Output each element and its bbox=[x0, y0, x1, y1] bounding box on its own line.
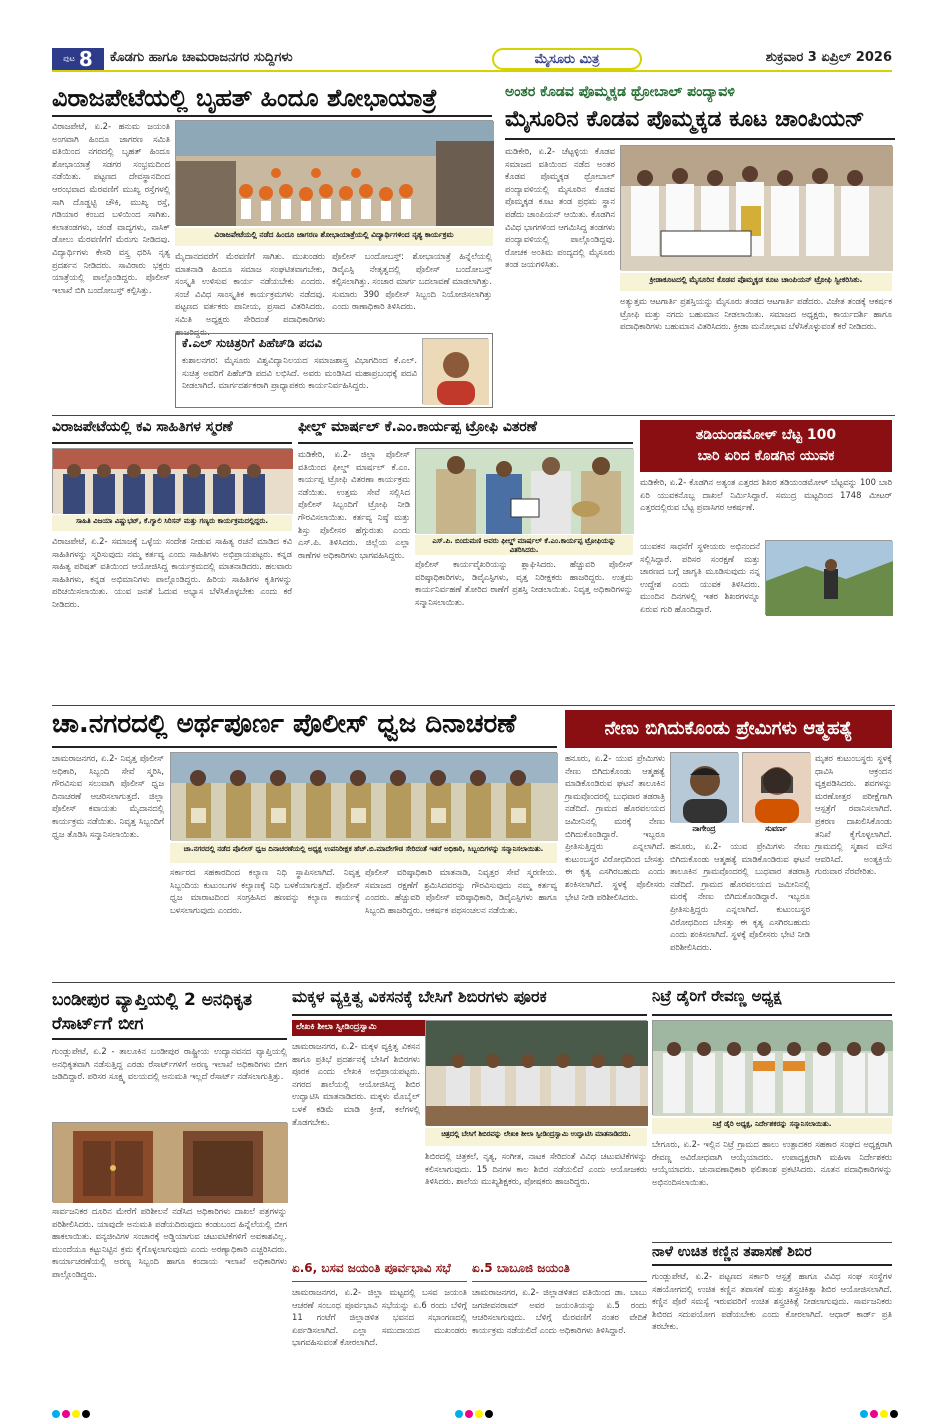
story-body: ಸರ್ಕಾರದ ಸಹಕಾರದಿಂದ ಕಲ್ಯಾಣ ನಿಧಿ ಸ್ಥಾಪಿಸಲಾಗಿದೆ. ನಿವೃತ್ತ ಸಿಬ್ಬಂದಿಯ ಕುಟುಂಬಗಳ ಕಲ್ಯಾಣಕ್ಕೆ ನಿಧಿ ಬಳಕೆಯಾಗುತ್ತದೆ. ಪೊಲೀಸ್ ಧ್ವಜ ಮಾರಾಟದಿಂದ ಸಂಗ್ರಹಿಸಿದ ಹಣವನ್ನು ಕಲ್ಯಾಣ ಕಾರ್ಯಕ್ಕೆ ಬಳಸಲಾಗುವುದು ಎಂದರು. bbox=[170, 867, 360, 915]
story-body: ಚಾಮರಾಜನಗರ, ಏ.2- ಮಕ್ಕಳ ವ್ಯಕ್ತಿತ್ವ ವಿಕಸನ ಹಾಗೂ ಪ್ರತಿಭೆ ಪ್ರದರ್ಶನಕ್ಕೆ ಬೇಸಿಗೆ ಶಿಬಿರಗಳು ಪೂರಕ ಎಂದು ಲೇಖಕಿ ಅಭಿಪ್ರಾಯಪಟ್ಟರು. ನಗರದ ಶಾಲೆಯಲ್ಲಿ ಆಯೋಜಿಸಿದ್ದ ಶಿಬಿರ ಉದ್ಘಾಟಿಸಿ ಮಾತನಾಡಿದರು. ಮಕ್ಕಳು ಮೊಬೈಲ್ ಬಳಕೆ ಕಡಿಮೆ ಮಾಡಿ ಕ್ರೀಡೆ, ಕಲೆಗಳಲ್ಲಿ ತೊಡಗಬೇಕು. bbox=[292, 1041, 420, 1127]
registration-dot bbox=[880, 1410, 888, 1418]
story-body: ಮೃತರ ಕುಟುಂಬಸ್ಥರು ಸ್ಥಳಕ್ಕೆ ಧಾವಿಸಿ ಆಕ್ರಂದನ ವ್ಯಕ್ತಪಡಿಸಿದರು. ಶವಗಳನ್ನು ಮರಣೋತ್ತರ ಪರೀಕ್ಷೆಗಾಗಿ ಆಸ್ಪತ್ರೆಗೆ ರವಾನಿಸಲಾಗಿದೆ. ಪ್ರಕರಣ ದಾಖಲಿಸಿಕೊಂಡು ತನಿಖೆ ಕೈಗೊಳ್ಳಲಾಗಿದೆ. ಗ್ರಾಮದಲ್ಲಿ ಸ್ಮಶಾನ ಮೌನ ಆವರಿಸಿದೆ. ಅಂತ್ಯಕ್ರಿಯೆ ಗುರುವಾರ ನೆರವೇರಿತು. bbox=[815, 753, 892, 877]
story-headline: ಚಾ.ನಗರದಲ್ಲಿ ಅರ್ಥಪೂರ್ಣ ಪೊಲೀಸ್ ಧ್ವಜ ದಿನಾಚರಣೆ bbox=[52, 710, 557, 748]
photo-caption: ಚಿತ್ರದಲ್ಲಿ ಬೇಸಿಗೆ ಶಿಬಿರವನ್ನು ಲೇಖಕಿ ಶೀಲಾ ಸ್ವೀಡಿಂದ್ರಸ್ವಾಮಿ ಉದ್ಘಾಟಿಸಿ ಮಾತನಾಡಿದರು. bbox=[425, 1128, 647, 1146]
paper-name: ಮೈಸೂರು ಮಿತ್ರ bbox=[492, 48, 642, 70]
phd-box bbox=[175, 333, 493, 408]
registration-dot bbox=[870, 1410, 878, 1418]
issue-date: ಶುಕ್ರವಾರ 3 ಏಪ್ರಿಲ್ 2026 bbox=[765, 50, 892, 65]
page-header bbox=[52, 48, 892, 72]
story-body: ಹನೂರು, ಏ.2- ಯುವ ಪ್ರೇಮಿಗಳು ನೇಣು ಬಿಗಿದುಕೊಂಡು ಆತ್ಮಹತ್ಯೆ ಮಾಡಿಕೊಂಡಿರುವ ಘಟನೆ ತಾಲೂಕಿನ ಗ್ರಾಮವೊಂದರಲ್ಲಿ ಬುಧವಾರ ತಡರಾತ್ರಿ ನಡೆದಿದೆ. ಗ್ರಾಮದ ಹೊರವಲಯದ ಜಮೀನಿನಲ್ಲಿ ಮರಕ್ಕೆ ನೇಣು ಬಿಗಿದುಕೊಂಡಿದ್ದಾರೆ. ಇಬ್ಬರೂ ಪ್ರೀತಿಸುತ್ತಿದ್ದರು ಎನ್ನಲಾಗಿದೆ. ಕುಟುಂಬಸ್ಥರ ವಿರೋಧದಿಂದ ಬೇಸತ್ತು ಈ ಕೃತ್ಯ ಎಸಗಿರಬಹುದು ಎಂದು ಶಂಕಿಸಲಾಗಿದೆ. ಸ್ಥಳಕ್ಕೆ ಪೊಲೀಸರು ಭೇಟಿ ನೀಡಿ ಪರಿಶೀಲಿಸಿದರು. bbox=[565, 753, 665, 902]
registration-dot bbox=[860, 1410, 868, 1418]
registration-dot bbox=[465, 1410, 473, 1418]
story-body-continued: ಹನೂರು, ಏ.2- ಯುವ ಪ್ರೇಮಿಗಳು ನೇಣು ಬಿಗಿದುಕೊಂಡು ಆತ್ಮಹತ್ಯೆ ಮಾಡಿಕೊಂಡಿರುವ ಘಟನೆ ತಾಲೂಕಿನ ಗ್ರಾಮವೊಂದರಲ್ಲಿ ಬುಧವಾರ ತಡರಾತ್ರಿ ನಡೆದಿದೆ. ಗ್ರಾಮದ ಹೊರವಲಯದ ಜಮೀನಿನಲ್ಲಿ ಮರಕ್ಕೆ ನೇಣು ಬಿಗಿದುಕೊಂಡಿದ್ದಾರೆ. ಇಬ್ಬರೂ ಪ್ರೀತಿಸುತ್ತಿದ್ದರು ಎನ್ನಲಾಗಿದೆ. ಕುಟುಂಬಸ್ಥರ ವಿರೋಧದಿಂದ ಬೇಸತ್ತು ಈ ಕೃತ್ಯ ಎಸಗಿರಬಹುದು ಎಂದು ಶಂಕಿಸಲಾಗಿದೆ. ಸ್ಥಳಕ್ಕೆ ಪೊಲೀಸರು ಭೇಟಿ ನೀಡಿ ಪರಿಶೀಲಿಸಿದರು. bbox=[670, 841, 810, 952]
story-headline: ಮಕ್ಕಳ ವ್ಯಕ್ತಿತ್ವ ವಿಕಸನಕ್ಕೆ ಬೇಸಿಗೆ ಶಿಬಿರಗಳು ಪೂರಕ bbox=[292, 988, 647, 1016]
registration-dot bbox=[475, 1410, 483, 1418]
story-headline: ಏ.5 ಬಾಬೂಜಿ ಜಯಂತಿ bbox=[472, 1262, 647, 1282]
mountain-photo bbox=[765, 540, 892, 615]
page-number-box bbox=[52, 48, 104, 70]
story-headline-banner: ನೇಣು ಬಿಗಿದುಕೊಂಡು ಪ್ರೇಮಿಗಳು ಆತ್ಮಹತ್ಯೆ bbox=[565, 710, 892, 748]
phd-headline: ಕೆ.ಎಲ್ ಸುಚಿತ್ರರಿಗೆ ಪಿಹೆಚ್‌ಡಿ ಪದವಿ bbox=[182, 336, 323, 350]
photo-caption: ಚಾ.ನಗರದಲ್ಲಿ ನಡೆದ ಪೊಲೀಸ್ ಧ್ವಜ ದಿನಾಚರಣೆಯಲ್ಲಿ ಅಧ್ಯಕ್ಷ ಉಪನಿರೀಕ್ಷಕ ಹೆಚ್.ಬಿ.ಮಾದೇಗೌಡ ಸೇರಿದಂತೆ ಇತರೆ ಅಧಿಕಾರಿ, ಸಿಬ್ಬಂದಿಗಳನ್ನು ಸನ್ಮಾನಿಸಲಾಯಿತು. bbox=[170, 843, 557, 863]
camp-photo bbox=[425, 1020, 647, 1125]
story-body: ಪೊಲೀಸ್ ಬಂದೋಬಸ್ತ್: ಶೋಭಾಯಾತ್ರೆ ಹಿನ್ನೆಲೆಯಲ್ಲಿ ಡಿವೈಎಸ್ಪಿ ನೇತೃತ್ವದಲ್ಲಿ ಪೊಲೀಸ್ ಬಂದೋಬಸ್ತ್ ಕಲ್ಪಿಸಲಾಗಿತ್ತು. ಸಂಚಾರ ಮಾರ್ಗ ಬದಲಾವಣೆ ಮಾಡಲಾಗಿತ್ತು. ಸುಮಾರು 390 ಪೊಲೀಸ್ ಸಿಬ್ಬಂದಿ ನಿಯೋಜಿಸಲಾಗಿತ್ತು ಎಂದು ಠಾಣಾಧಿಕಾರಿ ತಿಳಿಸಿದರು. bbox=[332, 251, 492, 312]
story-body: ಯುವಕನ ಸಾಧನೆಗೆ ಸ್ಥಳೀಯರು ಅಭಿನಂದನೆ ಸಲ್ಲಿಸಿದ್ದಾರೆ. ಪರಿಸರ ಸಂರಕ್ಷಣೆ ಮತ್ತು ಚಾರಣದ ಬಗ್ಗೆ ಜಾಗೃತಿ ಮೂಡಿಸುವುದು ನನ್ನ ಉದ್ದೇಶ ಎಂದು ಯುವಕ ತಿಳಿಸಿದರು. ಮುಂದಿನ ದಿನಗಳಲ್ಲಿ ಇತರ ಶಿಖರಗಳನ್ನೂ ಏರುವ ಗುರಿ ಹೊಂದಿದ್ದಾರೆ. bbox=[640, 541, 760, 614]
photo-caption: ವಿರಾಜಪೇಟೆಯಲ್ಲಿ ನಡೆದ ಹಿಂದೂ ಜಾಗರಣ ಶೋಭಾಯಾತ್ರೆಯಲ್ಲಿ ವಿದ್ಯಾರ್ಥಿಗಳಿಂದ ನೃತ್ಯ ಕಾರ್ಯಕ್ರಮ bbox=[175, 228, 493, 246]
story-headline: ನಿಟ್ರೆ ಡೈರಿಗೆ ರೇವಣ್ಣ ಅಧ್ಯಕ್ಷ bbox=[652, 988, 892, 1016]
story-body: ವಿರಾಜಪೇಟೆ, ಏ.2- ಹನುಮ ಜಯಂತಿ ಅಂಗವಾಗಿ ಹಿಂದೂ ಜಾಗರಣ ಸಮಿತಿ ವತಿಯಿಂದ ನಗರದಲ್ಲಿ ಬೃಹತ್ ಹಿಂದೂ ಶೋಭಾಯಾತ್ರೆ ಸಡಗರ ಸಂಭ್ರಮದಿಂದ ನಡೆಯಿತು. ಪಟ್ಟಣದ ದೇವಸ್ಥಾನದಿಂದ ಆರಂಭವಾದ ಮೆರವಣಿಗೆ ಮುಖ್ಯ ರಸ್ತೆಗಳಲ್ಲಿ ಸಾಗಿ ದೊಡ್ಡಟ್ಟಿ ಚೌಕಿ, ಮುಖ್ಯ ರಸ್ತೆ, ಗಡಿಯಾರ ಕಂಬದ ಬಳಿಯಿಂದ ಸಾಗಿತು. ಕಲಾತಂಡಗಳು, ಚಂಡೆ ವಾದ್ಯಗಳು, ನಾಸಿಕ್ ಡೋಲು ಮೆರವಣಿಗೆಗೆ ಮೆರುಗು ನೀಡಿದವು. ವಿದ್ಯಾರ್ಥಿಗಳು ಕೇಸರಿ ವಸ್ತ್ರ ಧರಿಸಿ ನೃತ್ಯ ಪ್ರದರ್ಶನ ನೀಡಿದರು. ಸಾವಿರಾರು ಭಕ್ತರು ಯಾತ್ರೆಯಲ್ಲಿ ಪಾಲ್ಗೊಂಡಿದ್ದರು. ಪೊಲೀಸ್ ಇಲಾಖೆ ಬಿಗಿ ಬಂದೋಬಸ್ತ್ ಕಲ್ಪಿಸಿತ್ತು. bbox=[52, 121, 170, 295]
registration-dot bbox=[82, 1410, 90, 1418]
story-headline: ಫೀಲ್ಡ್ ಮಾರ್ಷಲ್ ಕೆ.ಎಂ.ಕಾರ್ಯಪ್ಪ ಟ್ರೋಫಿ ವಿತರಣೆ bbox=[298, 420, 633, 444]
registration-dot bbox=[485, 1410, 493, 1418]
kavi-photo bbox=[52, 448, 292, 513]
registration-dot bbox=[455, 1410, 463, 1418]
story-headline-banner bbox=[640, 420, 892, 472]
headline-line: ತಡಿಯಂಡಮೋಳ್ ಬೆಟ್ಟ 100 bbox=[695, 427, 837, 443]
photo-caption: ಸಾಹಿತಿ ವಿಜಯಾ ವಿಷ್ಣುಭಟ್, ಕೆ.ಗ್ಯಾಲಿ ಸಿರಿಸನ್ ಮತ್ತು ಗಣ್ಯರು ಕಾರ್ಯಕ್ರಮದಲ್ಲಿದ್ದರು. bbox=[52, 515, 292, 531]
trophy-photo bbox=[415, 448, 633, 533]
camp-kicker: ಲೇಖಕಿ ಶೀಲಾ ಸ್ವೀಡಿಂದ್ರಸ್ವಾಮಿ bbox=[292, 1020, 442, 1036]
flagday-photo bbox=[170, 752, 557, 840]
page-number: 8 bbox=[78, 47, 93, 71]
section-title: ಕೊಡಗು ಹಾಗೂ ಚಾಮರಾಜನಗರ ಸುದ್ದಿಗಳು bbox=[110, 50, 293, 65]
story-body: ಮಡಿಕೇರಿ, ಏ.2- ಕೊಡಗಿನ ಅತ್ಯಂತ ಎತ್ತರದ ಶಿಖರ ತಡಿಯಂಡಮೋಳ್ ಬೆಟ್ಟವನ್ನು 100 ಬಾರಿ ಏರಿ ಯುವಕನೊಬ್ಬ ದಾಖಲೆ ನಿರ್ಮಿಸಿದ್ದಾರೆ. ಸಮುದ್ರ ಮಟ್ಟದಿಂದ 1748 ಮೀಟರ್ ಎತ್ತರದಲ್ಲಿರುವ ಬೆಟ್ಟ ಪ್ರವಾಸಿಗರ ಆಕರ್ಷಣೆ. bbox=[640, 477, 892, 513]
story-body: ಸಾರ್ವಜನಿಕರ ದೂರಿನ ಮೇರೆಗೆ ಪರಿಶೀಲನೆ ನಡೆಸಿದ ಅಧಿಕಾರಿಗಳು ದಾಖಲೆ ಪತ್ರಗಳನ್ನು ಪರಿಶೀಲಿಸಿದರು. ಯಾವುದೇ ಅನುಮತಿ ಪಡೆಯದಿರುವುದು ಕಂಡುಬಂದ ಹಿನ್ನೆಲೆಯಲ್ಲಿ ಬೀಗ ಹಾಕಲಾಯಿತು. ವನ್ಯಜೀವಿಗಳ ಸಂಚಾರಕ್ಕೆ ಅಡ್ಡಿಯಾಗುವ ಚಟುವಟಿಕೆಗಳಿಗೆ ಅವಕಾಶವಿಲ್ಲ. ಮುಂದೆಯೂ ಕಟ್ಟುನಿಟ್ಟಿನ ಕ್ರಮ ಕೈಗೊಳ್ಳಲಾಗುವುದು ಎಂದು ಅರಣ್ಯಾಧಿಕಾರಿ ಎಚ್ಚರಿಸಿದರು. ಕಾರ್ಯಾಚರಣೆಯಲ್ಲಿ ಅರಣ್ಯ ಸಿಬ್ಬಂದಿ ಹಾಗೂ ಕಂದಾಯ ಇಲಾಖೆ ಅಧಿಕಾರಿಗಳು ಪಾಲ್ಗೊಂಡಿದ್ದರು. bbox=[52, 1206, 287, 1279]
registration-dot bbox=[72, 1410, 80, 1418]
divider bbox=[52, 982, 895, 983]
team-photo bbox=[620, 145, 892, 270]
photo-caption: ನಿಟ್ರೆ ಡೈರಿ ಅಧ್ಯಕ್ಷ, ನಿರ್ದೇಶಕರನ್ನು ಸನ್ಮಾನಿಸಲಾಯಿತು. bbox=[652, 1118, 892, 1134]
story-body: ಚಾಮರಾಜನಗರ, ಏ.2- ಜಿಲ್ಲಾ ಮಟ್ಟದಲ್ಲಿ ಬಸವ ಜಯಂತಿ ಆಚರಣೆ ಸಂಬಂಧ ಪೂರ್ವಭಾವಿ ಸಭೆಯನ್ನು ಏ.6 ರಂದು ಬೆಳಿಗ್ಗೆ 11 ಗಂಟೆಗೆ ಜಿಲ್ಲಾಡಳಿತ ಭವನದ ಸಭಾಂಗಣದಲ್ಲಿ ಏರ್ಪಡಿಸಲಾಗಿದೆ. ಎಲ್ಲಾ ಸಮುದಾಯದ ಮುಖಂಡರು ಭಾಗವಹಿಸುವಂತೆ ಕೋರಲಾಗಿದೆ. bbox=[292, 1287, 467, 1348]
photo-caption: ಕ್ರೀಡಾಕೂಟದಲ್ಲಿ ಮೈಸೂರಿನ ಕೊಡವ ಪೊಮ್ಮಕ್ಕಡ ಕೂಟ ಚಾಂಪಿಯನ್ ಟ್ರೋಫಿ ಸ್ವೀಕರಿಸಿತು. bbox=[620, 273, 892, 291]
story-body: ಮಡಿಕೇರಿ, ಏ.2- ಚೆಟ್ಟಳ್ಳಿಯ ಕೊಡವ ಸಮಾಜದ ವತಿಯಿಂದ ನಡೆದ ಅಂತರ ಕೊಡವ ಪೊಮ್ಮಕ್ಕಡ ಥ್ರೋಬಾಲ್ ಪಂದ್ಯಾವಳಿಯಲ್ಲಿ ಮೈಸೂರಿನ ಕೊಡವ ಪೊಮ್ಮಕ್ಕಡ ಕೂಟ ತಂಡ ಪ್ರಥಮ ಸ್ಥಾನ ಪಡೆದು ಚಾಂಪಿಯನ್ ಆಯಿತು. ಕೊಡಗಿನ ವಿವಿಧ ಭಾಗಗಳಿಂದ ಆಗಮಿಸಿದ್ದ ತಂಡಗಳು ಪಂದ್ಯಾವಳಿಯಲ್ಲಿ ಪಾಲ್ಗೊಂಡಿದ್ದವು. ರೋಚಕ ಅಂತಿಮ ಪಂದ್ಯದಲ್ಲಿ ಮೈಸೂರು ತಂಡ ಜಯಗಳಿಸಿತು. bbox=[505, 146, 615, 270]
victim-photo-female bbox=[742, 752, 810, 822]
story-body: ಬೇಗೂರು, ಏ.2- ಇಲ್ಲಿನ ನಿಟ್ರೆ ಗ್ರಾಮದ ಹಾಲು ಉತ್ಪಾದಕರ ಸಹಕಾರ ಸಂಘದ ಅಧ್ಯಕ್ಷರಾಗಿ ರೇವಣ್ಣ ಅವಿರೋಧವಾಗಿ ಆಯ್ಕೆಯಾದರು. ಉಪಾಧ್ಯಕ್ಷರಾಗಿ ಮಹಿಳಾ ನಿರ್ದೇಶಕರು ಆಯ್ಕೆಯಾದರು. ಚುನಾವಣಾಧಿಕಾರಿ ಫಲಿತಾಂಶ ಪ್ರಕಟಿಸಿದರು. ನೂತನ ಪದಾಧಿಕಾರಿಗಳನ್ನು ಅಭಿನಂದಿಸಲಾಯಿತು. bbox=[652, 1139, 892, 1187]
story-headline: ವಿರಾಜಪೇಟೆಯಲ್ಲಿ ಕವಿ ಸಾಹಿತಿಗಳ ಸ್ಮರಣೆ bbox=[52, 420, 292, 444]
story-kicker: ಅಂತರ ಕೊಡವ ಪೊಮ್ಮಕ್ಕಡ ಥ್ರೋಬಾಲ್ ಪಂದ್ಯಾವಳಿ bbox=[505, 84, 735, 100]
resort-photo bbox=[52, 1122, 287, 1202]
story-body: ಪೊಲೀಸ್ ವರಿಷ್ಠಾಧಿಕಾರಿ ಮಾತನಾಡಿ, ನಿವೃತ್ತರ ಸೇವೆ ಸ್ಮರಣೀಯ. ಸಮಾಜದ ರಕ್ಷಣೆಗೆ ಶ್ರಮಿಸಿದವರನ್ನು ಗೌರವಿಸುವುದು ನಮ್ಮ ಕರ್ತವ್ಯ ಎಂದರು. ಹೆಚ್ಚುವರಿ ಪೊಲೀಸ್ ವರಿಷ್ಠಾಧಿಕಾರಿ, ಡಿವೈಎಸ್ಪಿಗಳು ಹಾಗೂ ಸಿಬ್ಬಂದಿ ಹಾಜರಿದ್ದರು. ಆಕರ್ಷಕ ಪಥಸಂಚಲನ ನಡೆಯಿತು. bbox=[365, 867, 557, 915]
victim-photo-male bbox=[670, 752, 738, 822]
story-body: ಮೈದಾನದವರೆಗೆ ಮೆರವಣಿಗೆ ಸಾಗಿತು. ಮುಖಂಡರು ಮಾತನಾಡಿ ಹಿಂದೂ ಸಮಾಜ ಸಂಘಟಿತವಾಗಬೇಕು, ಸಂಸ್ಕೃತಿ ಉಳಿಸುವ ಕಾರ್ಯ ನಡೆಯಬೇಕು ಎಂದರು. ಸಂಜೆ ವಿವಿಧ ಸಾಂಸ್ಕೃತಿಕ ಕಾರ್ಯಕ್ರಮಗಳು ನಡೆದವು. ಪಟ್ಟಣದ ವರ್ತಕರು ಪಾನೀಯ, ಪ್ರಸಾದ ವಿತರಿಸಿದರು. ಸಮಿತಿ ಅಧ್ಯಕ್ಷರು ಸೇರಿದಂತೆ ಪದಾಧಿಕಾರಿಗಳು ಹಾಜರಿದ್ದರು. bbox=[175, 251, 325, 337]
story-body: ಪೊಲೀಸ್ ಕಾರ್ಯವೈಖರಿಯನ್ನು ಶ್ಲಾಘಿಸಿದರು. ಹೆಚ್ಚುವರಿ ಪೊಲೀಸ್ ವರಿಷ್ಠಾಧಿಕಾರಿಗಳು, ಡಿವೈಎಸ್ಪಿಗಳು, ವೃತ್ತ ನಿರೀಕ್ಷಕರು ಹಾಜರಿದ್ದರು. ಉತ್ತಮ ಕಾರ್ಯನಿರ್ವಹಣೆ ತೋರಿದ ಠಾಣೆಗೆ ಪ್ರಶಸ್ತಿ ನೀಡಲಾಯಿತು. ನಿವೃತ್ತ ಅಧಿಕಾರಿಗಳನ್ನು ಸನ್ಮಾನಿಸಲಾಯಿತು. bbox=[415, 559, 633, 607]
victim-name: ನಾಗೇಂದ್ರ bbox=[692, 824, 716, 833]
story-body: ಅತ್ಯುತ್ತಮ ಆಟಗಾರ್ತಿ ಪ್ರಶಸ್ತಿಯನ್ನು ಮೈಸೂರು ತಂಡದ ಆಟಗಾರ್ತಿ ಪಡೆದರು. ವಿಜೇತ ತಂಡಕ್ಕೆ ಆಕರ್ಷಕ ಟ್ರೋಫಿ ಮತ್ತು ನಗದು ಬಹುಮಾನ ನೀಡಲಾಯಿತು. ಸಮಾಜದ ಅಧ್ಯಕ್ಷರು, ಕಾರ್ಯದರ್ಶಿ ಹಾಗೂ ಪದಾಧಿಕಾರಿಗಳು ಬಹುಮಾನ ವಿತರಿಸಿದರು. ಕ್ರೀಡಾ ಮನೋಭಾವ ಬೆಳೆಸಿಕೊಳ್ಳುವಂತೆ ಕರೆ ನೀಡಿದರು. bbox=[620, 296, 892, 332]
story-body: ಗುಂಡ್ಲುಪೇಟೆ, ಏ.2- ಪಟ್ಟಣದ ಸರ್ಕಾರಿ ಆಸ್ಪತ್ರೆ ಹಾಗೂ ವಿವಿಧ ಸಂಘ ಸಂಸ್ಥೆಗಳ ಸಹಯೋಗದಲ್ಲಿ ಉಚಿತ ಕಣ್ಣಿನ ತಪಾಸಣೆ ಮತ್ತು ಶಸ್ತ್ರಚಿಕಿತ್ಸಾ ಶಿಬಿರ ಆಯೋಜಿಸಲಾಗಿದೆ. ಕಣ್ಣಿನ ಪೊರೆ ಸಮಸ್ಯೆ ಇರುವವರಿಗೆ ಉಚಿತ ಶಸ್ತ್ರಚಿಕಿತ್ಸೆ ನೀಡಲಾಗುವುದು. ಸಾರ್ವಜನಿಕರು ಶಿಬಿರದ ಸದುಪಯೋಗ ಪಡೆಯಬೇಕು ಎಂದು ಕೋರಲಾಗಿದೆ. ಆಧಾರ್ ಕಾರ್ಡ್ ಪ್ರತಿ ತರಬೇಕು. bbox=[652, 1271, 892, 1332]
registration-dot bbox=[52, 1410, 60, 1418]
victim-name: ಸುವರ್ಣ bbox=[765, 824, 787, 833]
divider bbox=[52, 705, 895, 706]
story-headline: ಮೈಸೂರಿನ ಕೊಡವ ಪೊಮ್ಮಕ್ಕಡ ಕೂಟ ಚಾಂಪಿಯನ್ bbox=[505, 108, 895, 140]
story-body: ಶಿಬಿರದಲ್ಲಿ ಚಿತ್ರಕಲೆ, ನೃತ್ಯ, ಸಂಗೀತ, ನಾಟಕ ಸೇರಿದಂತೆ ವಿವಿಧ ಚಟುವಟಿಕೆಗಳನ್ನು ಕಲಿಸಲಾಗುವುದು. 15 ದಿನಗಳ ಕಾಲ ಶಿಬಿರ ನಡೆಯಲಿದೆ ಎಂದು ಆಯೋಜಕರು ತಿಳಿಸಿದರು. ಶಾಲೆಯ ಮುಖ್ಯಶಿಕ್ಷಕರು, ಪೋಷಕರು ಹಾಜರಿದ್ದರು. bbox=[425, 1151, 647, 1187]
registration-dot bbox=[62, 1410, 70, 1418]
story-headline: ನಾಳೆ ಉಚಿತ ಕಣ್ಣಿನ ತಪಾಸಣೆ ಶಿಬಿರ bbox=[652, 1242, 892, 1266]
parade-photo bbox=[175, 120, 493, 225]
story-body: ಚಾಮರಾಜನಗರ, ಏ.2- ನಿವೃತ್ತ ಪೊಲೀಸ್ ಅಧಿಕಾರಿ, ಸಿಬ್ಬಂದಿ ಸೇವೆ ಸ್ಮರಿಸಿ, ಗೌರವಿಸುವ ಸಲುವಾಗಿ ಪೊಲೀಸ್ ಧ್ವಜ ದಿನಾಚರಣೆ ಆಚರಿಸಲಾಗುತ್ತದೆ. ಜಿಲ್ಲಾ ಪೊಲೀಸ್ ಕವಾಯತು ಮೈದಾನದಲ್ಲಿ ಕಾರ್ಯಕ್ರಮ ನಡೆಯಿತು. ನಿವೃತ್ತ ಸಿಬ್ಬಂದಿಗೆ ಧ್ವಜ ತೊಡಿಸಿ ಸನ್ಮಾನಿಸಲಾಯಿತು. bbox=[52, 753, 164, 839]
story-headline: ವಿರಾಜಪೇಟೆಯಲ್ಲಿ ಬೃಹತ್ ಹಿಂದೂ ಶೋಭಾಯಾತ್ರೆ bbox=[52, 85, 492, 117]
story-headline: ಬಂಡೀಪುರ ವ್ಯಾಪ್ತಿಯಲ್ಲಿ 2 ಅನಧಿಕೃತ ರೆಸಾರ್ಟ್‌ಗೆ ಬೀಗ bbox=[52, 988, 287, 1040]
story-body: ವಿರಾಜಪೇಟೆ, ಏ.2- ಸಮಾಜಕ್ಕೆ ಒಳ್ಳೆಯ ಸಂದೇಶ ನೀಡುವ ಸಾಹಿತ್ಯ ರಚನೆ ಮಾಡಿದ ಕವಿ ಸಾಹಿತಿಗಳನ್ನು ಸ್ಮರಿಸುವುದು ನಮ್ಮ ಕರ್ತವ್ಯ ಎಂದು ಸಾಹಿತಿಗಳು ಅಭಿಪ್ರಾಯಪಟ್ಟರು. ಕನ್ನಡ ಸಾಹಿತ್ಯ ಪರಿಷತ್ ವತಿಯಿಂದ ಆಯೋಜಿಸಿದ್ದ ಕಾರ್ಯಕ್ರಮದಲ್ಲಿ ಮಾತನಾಡಿದರು. ಹಲವಾರು ಸಾಹಿತಿಗಳು, ಕನ್ನಡ ಅಭಿಮಾನಿಗಳು ಪಾಲ್ಗೊಂಡಿದ್ದರು. ಹಿರಿಯ ಸಾಹಿತಿಗಳ ಕೃತಿಗಳನ್ನು ಪರಿಚಯಿಸಲಾಯಿತು. ಯುವ ಜನತೆ ಓದುವ ಅಭ್ಯಾಸ ಬೆಳೆಸಿಕೊಳ್ಳಬೇಕು ಎಂದು ಕರೆ ನೀಡಿದರು. bbox=[52, 536, 292, 609]
divider bbox=[52, 415, 895, 416]
page-label: ಪುಟ bbox=[63, 54, 75, 63]
photo-caption: ಎಸ್.ಪಿ. ಬಿಂದುಮಣಿ ಅವರು ಫೀಲ್ಡ್ ಮಾರ್ಷಲ್ ಕೆ.ಎಂ.ಕಾರ್ಯಪ್ಪ ಟ್ರೋಫಿಯನ್ನು ವಿತರಿಸಿದರು. bbox=[415, 535, 633, 555]
story-body: ಗುಂಡ್ಲುಪೇಟೆ, ಏ.2 - ತಾಲೂಕಿನ ಬಂಡೀಪುರ ರಾಷ್ಟ್ರೀಯ ಉದ್ಯಾನವನದ ವ್ಯಾಪ್ತಿಯಲ್ಲಿ ಅನಧಿಕೃತವಾಗಿ ನಡೆಸುತ್ತಿದ್ದ ಎರಡು ರೆಸಾರ್ಟ್‌ಗಳಿಗೆ ಅರಣ್ಯ ಇಲಾಖೆ ಅಧಿಕಾರಿಗಳು ಬೀಗ ಜಡಿದಿದ್ದಾರೆ. ಪರಿಸರ ಸೂಕ್ಷ್ಮ ವಲಯದಲ್ಲಿ ಅನುಮತಿ ಇಲ್ಲದೆ ರೆಸಾರ್ಟ್ ನಡೆಸಲಾಗುತ್ತಿತ್ತು. bbox=[52, 1046, 287, 1082]
story-headline: ಏ.6, ಬಸವ ಜಯಂತಿ ಪೂರ್ವಭಾವಿ ಸಭೆ bbox=[292, 1262, 467, 1282]
story-body: ಮಡಿಕೇರಿ, ಏ.2- ಜಿಲ್ಲಾ ಪೊಲೀಸ್ ವತಿಯಿಂದ ಫೀಲ್ಡ್ ಮಾರ್ಷಲ್ ಕೆ.ಎಂ. ಕಾರ್ಯಪ್ಪ ಟ್ರೋಫಿ ವಿತರಣಾ ಕಾರ್ಯಕ್ರಮ ನಡೆಯಿತು. ಉತ್ತಮ ಸೇವೆ ಸಲ್ಲಿಸಿದ ಪೊಲೀಸ್ ಸಿಬ್ಬಂದಿಗೆ ಟ್ರೋಫಿ ನೀಡಿ ಗೌರವಿಸಲಾಯಿತು. ಕರ್ತವ್ಯ ನಿಷ್ಠೆ ಮತ್ತು ಶಿಸ್ತು ಪೊಲೀಸರ ಹೆಗ್ಗುರುತು ಎಂದು ಎಸ್.ಪಿ. ತಿಳಿಸಿದರು. ಜಿಲ್ಲೆಯ ಎಲ್ಲಾ ಠಾಣೆಗಳ ಅಧಿಕಾರಿಗಳು ಭಾಗವಹಿಸಿದ್ದರು. bbox=[298, 449, 410, 560]
phd-body: ಕುಶಾಲನಗರ: ಮೈಸೂರು ವಿಶ್ವವಿದ್ಯಾನಿಲಯದ ಸಮಾಜಶಾಸ್ತ್ರ ವಿಭಾಗದಿಂದ ಕೆ.ಎಲ್. ಸುಚಿತ್ರ ಅವರಿಗೆ ಪಿಹೆಚ್‌ಡಿ ಪದವಿ ಲಭಿಸಿದೆ. ಅವರು ಮಂಡಿಸಿದ ಮಹಾಪ್ರಬಂಧಕ್ಕೆ ಪದವಿ ನೀಡಲಾಗಿದೆ. ಮಾರ್ಗದರ್ಶಕರಾಗಿ ಪ್ರಾಧ್ಯಾಪಕರು ಕಾರ್ಯನಿರ್ವಹಿಸಿದ್ದರು. bbox=[182, 355, 417, 391]
registration-dot bbox=[890, 1410, 898, 1418]
suchitra-portrait bbox=[422, 338, 488, 404]
story-body: ಚಾಮರಾಜನಗರ, ಏ.2- ಜಿಲ್ಲಾಡಳಿತದ ವತಿಯಿಂದ ಡಾ. ಬಾಬು ಜಗಜೀವನರಾಮ್ ಅವರ ಜಯಂತಿಯನ್ನು ಏ.5 ರಂದು ಆಚರಿಸಲಾಗುವುದು. ಬೆಳಿಗ್ಗೆ ಮೆರವಣಿಗೆ ನಂತರ ವೇದಿಕೆ ಕಾರ್ಯಕ್ರಮ ನಡೆಯಲಿದೆ ಎಂದು ಅಧಿಕಾರಿಗಳು ತಿಳಿಸಿದ್ದಾರೆ. bbox=[472, 1287, 647, 1335]
dairy-photo bbox=[652, 1020, 892, 1115]
headline-line: ಬಾರಿ ಏರಿದ ಕೊಡಗಿನ ಯುವಕ bbox=[697, 448, 835, 464]
